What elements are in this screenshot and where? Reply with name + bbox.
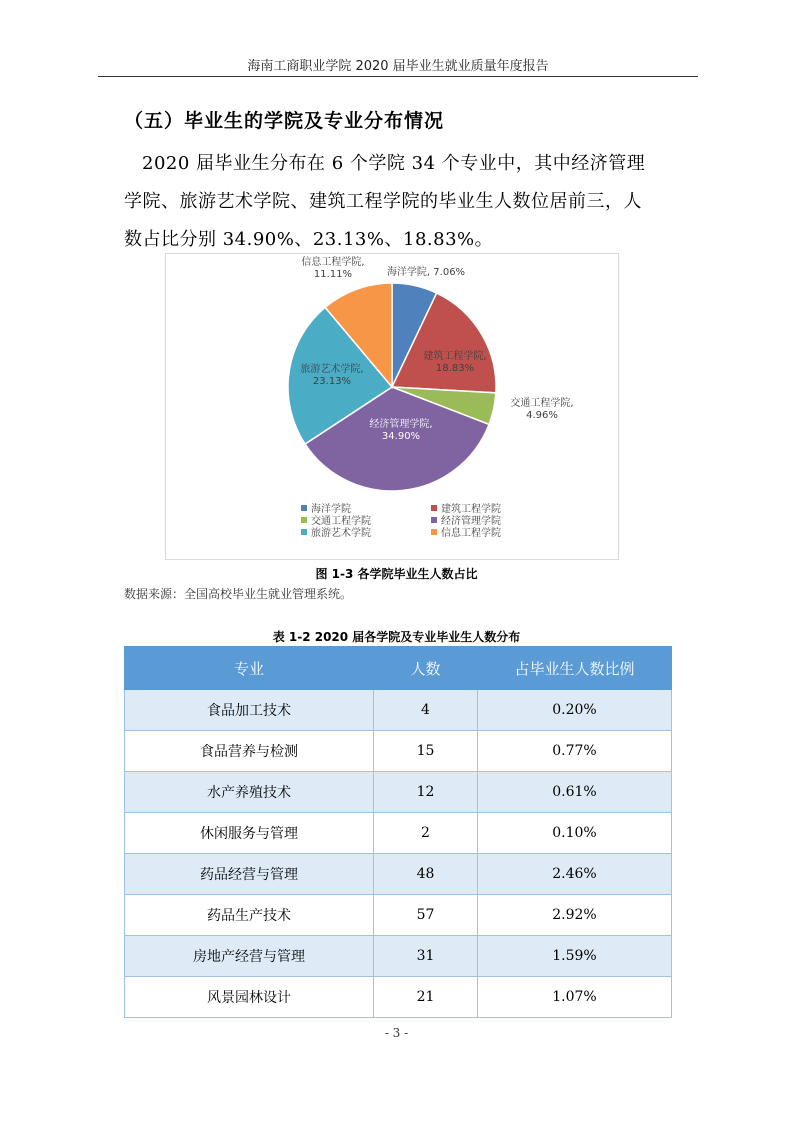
table-row <box>125 977 672 1018</box>
cell-ratio: 0.20% <box>478 690 672 731</box>
pie-data-label-value: 4.96% <box>526 410 558 421</box>
column-header-major: 专业 <box>125 647 374 690</box>
pie-data-label-value: 11.11% <box>313 269 353 280</box>
pie-data-label-value: 23.13% <box>312 376 352 387</box>
data-source-note: 数据来源：全国高校毕业生就业管理系统。 <box>124 587 353 601</box>
pie-data-label-value: 34.90% <box>381 431 421 442</box>
cell-count: 57 <box>374 895 478 936</box>
table-row <box>125 854 672 895</box>
legend-swatch <box>301 517 307 523</box>
table-row <box>125 690 672 731</box>
cell-ratio: 2.46% <box>478 854 672 895</box>
cell-major: 药品经营与管理 <box>125 854 374 895</box>
legend-swatch <box>301 505 307 511</box>
cell-major: 食品营养与检测 <box>125 731 374 772</box>
cell-count: 31 <box>374 936 478 977</box>
cell-count: 4 <box>374 690 478 731</box>
pie-data-label-name: 经济管理学院, <box>369 419 433 430</box>
pie-data-label-value: 18.83% <box>435 363 475 374</box>
figure-caption: 图 1-3 各学院毕业生人数占比 <box>315 567 478 581</box>
legend-swatch <box>301 529 307 535</box>
legend-label: 经济管理学院 <box>441 516 501 527</box>
cell-major: 风景园林设计 <box>125 977 374 1018</box>
cell-ratio: 0.61% <box>478 772 672 813</box>
pie-chart <box>166 254 618 559</box>
section-title: （五）毕业生的学院及专业分布情况 <box>124 110 445 132</box>
column-header-ratio: 占毕业生人数比例 <box>478 647 672 690</box>
pie-data-label: 海洋学院, 7.06% <box>386 267 466 278</box>
cell-count: 48 <box>374 854 478 895</box>
column-header-count: 人数 <box>374 647 478 690</box>
cell-major: 食品加工技术 <box>125 690 374 731</box>
pie-data-label-name: 旅游艺术学院, <box>300 364 364 375</box>
page-header: 海南工商职业学院 2020 届毕业生就业质量年度报告 <box>247 59 549 74</box>
legend-label: 海洋学院 <box>311 504 351 515</box>
legend-swatch <box>431 529 437 535</box>
legend-item <box>431 514 501 527</box>
table-row <box>125 731 672 772</box>
table-caption: 表 1-2 2020 届各学院及专业毕业生人数分布 <box>272 630 521 644</box>
cell-major: 房地产经营与管理 <box>125 936 374 977</box>
table-header-row <box>125 647 672 690</box>
distribution-table <box>124 646 672 1018</box>
cell-major: 水产养殖技术 <box>125 772 374 813</box>
legend-item <box>431 526 501 539</box>
cell-count: 21 <box>374 977 478 1018</box>
legend-label: 交通工程学院 <box>311 516 371 527</box>
legend-label: 旅游艺术学院 <box>311 528 371 539</box>
table-row <box>125 772 672 813</box>
table-row <box>125 936 672 977</box>
legend-swatch <box>431 517 437 523</box>
legend-label: 建筑工程学院 <box>441 504 501 515</box>
pie-data-label-name: 交通工程学院, <box>510 398 574 409</box>
cell-count: 15 <box>374 731 478 772</box>
legend-label: 信息工程学院 <box>441 528 501 539</box>
legend-item <box>301 514 371 527</box>
cell-major: 药品生产技术 <box>125 895 374 936</box>
legend-item <box>301 526 371 539</box>
cell-ratio: 0.10% <box>478 813 672 854</box>
paragraph-line: 数占比分别 34.90%、23.13%、18.83%。 <box>124 229 494 250</box>
pie-chart-frame <box>165 253 619 560</box>
cell-major: 休闲服务与管理 <box>125 813 374 854</box>
cell-ratio: 2.92% <box>478 895 672 936</box>
legend-item <box>431 502 501 515</box>
cell-count: 12 <box>374 772 478 813</box>
body-paragraph <box>124 145 696 259</box>
paragraph-line: 学院、旅游艺术学院、建筑工程学院的毕业生人数位居前三，人 <box>124 191 642 212</box>
cell-ratio: 1.07% <box>478 977 672 1018</box>
pie-data-label-name: 建筑工程学院, <box>423 351 487 362</box>
pie-data-label-name: 信息工程学院, <box>301 257 365 268</box>
table-row <box>125 813 672 854</box>
table-row <box>125 895 672 936</box>
header-rule <box>98 76 698 77</box>
paragraph-line: 2020 届毕业生分布在 6 个学院 34 个专业中，其中经济管理 <box>142 153 646 174</box>
legend-swatch <box>431 505 437 511</box>
cell-count: 2 <box>374 813 478 854</box>
legend-item <box>301 502 351 515</box>
page-number: - 3 - <box>384 1026 409 1040</box>
cell-ratio: 0.77% <box>478 731 672 772</box>
cell-ratio: 1.59% <box>478 936 672 977</box>
